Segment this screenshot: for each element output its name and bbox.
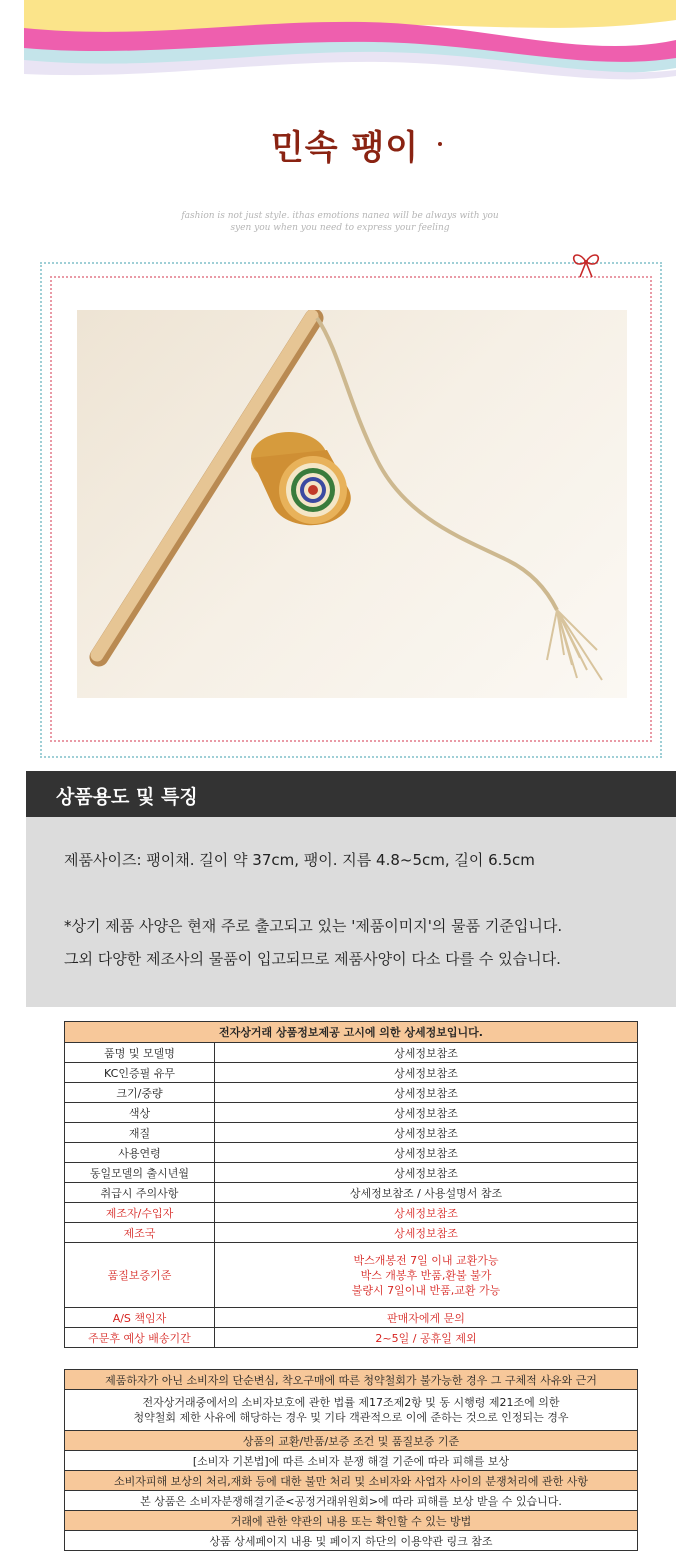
info-value: 상세정보참조 bbox=[215, 1063, 638, 1083]
info-value: 상세정보참조 bbox=[215, 1083, 638, 1103]
table-row bbox=[65, 1103, 638, 1123]
table-row bbox=[65, 1183, 638, 1203]
info-label: 제조자/수입자 bbox=[65, 1203, 215, 1223]
quality-line-1: 박스개봉전 7일 이내 교환가능 bbox=[353, 1253, 499, 1267]
note-line-2: 그외 다양한 제조사의 물품이 입고되므로 제품사양이 다소 다를 수 있습니다. bbox=[64, 950, 561, 968]
table-row bbox=[65, 1223, 638, 1243]
info-value: 상세정보참조 bbox=[215, 1223, 638, 1243]
features-heading-bar bbox=[26, 771, 676, 817]
table-row bbox=[65, 1370, 638, 1390]
notice-row-3: 상품의 교환/반품/보증 조건 및 품질보증 기준 bbox=[65, 1431, 638, 1451]
table-row bbox=[65, 1431, 638, 1451]
table-row bbox=[65, 1123, 638, 1143]
info-label: 사용연령 bbox=[65, 1143, 215, 1163]
product-info-table bbox=[64, 1021, 638, 1348]
as-label: A/S 책임자 bbox=[65, 1308, 215, 1328]
table-row bbox=[65, 1203, 638, 1223]
info-value: 상세정보참조 bbox=[215, 1123, 638, 1143]
note-line-1: *상기 제품 사양은 현재 주로 출고되고 있는 '제품이미지'의 물품 기준입니다. bbox=[64, 917, 563, 935]
as-value: 판매자에게 문의 bbox=[215, 1308, 638, 1328]
table-row bbox=[65, 1063, 638, 1083]
table-row bbox=[65, 1083, 638, 1103]
refund-notice-table bbox=[64, 1369, 638, 1551]
title-dot bbox=[438, 142, 442, 146]
info-value: 상세정보참조 / 사용설명서 참조 bbox=[215, 1183, 638, 1203]
info-label: 취급시 주의사항 bbox=[65, 1183, 215, 1203]
notice-row-2-line-1: 전자상거래중에서의 소비자보호에 관한 법률 제17조제2항 및 동 시행령 제21조에 의한 bbox=[142, 1396, 560, 1409]
table-row bbox=[65, 1022, 638, 1043]
table-row bbox=[65, 1143, 638, 1163]
table-row bbox=[65, 1043, 638, 1063]
slogan bbox=[150, 210, 530, 234]
table-row bbox=[65, 1390, 638, 1431]
quality-label: 품질보증기준 bbox=[65, 1243, 215, 1308]
delivery-label: 주문후 예상 배송기간 bbox=[65, 1328, 215, 1348]
table-row bbox=[65, 1451, 638, 1471]
info-label: 제조국 bbox=[65, 1223, 215, 1243]
page-title: 민속 팽이 bbox=[270, 128, 420, 168]
slogan-line-2: syen you when you need to express your feeling bbox=[230, 223, 450, 233]
delivery-value: 2~5일 / 공휴일 제외 bbox=[215, 1328, 638, 1348]
quality-line-3: 불량시 7일이내 반품,교환 가능 bbox=[351, 1283, 501, 1297]
table-row bbox=[65, 1491, 638, 1511]
top-and-whip-image bbox=[77, 310, 627, 698]
notice-row-1: 제품하자가 아닌 소비자의 단순변심, 착오구매에 따른 청약철회가 불가능한 경우 그 구체적 사유와 근거 bbox=[65, 1370, 638, 1390]
wave-banner bbox=[24, 0, 676, 85]
features-body bbox=[26, 817, 676, 1007]
features-heading: 상품용도 및 특징 bbox=[56, 786, 198, 808]
info-label: 동일모델의 출시년월 bbox=[65, 1163, 215, 1183]
info-value: 상세정보참조 bbox=[215, 1043, 638, 1063]
info-label: 크기/중량 bbox=[65, 1083, 215, 1103]
notice-row-6: 본 상품은 소비자분쟁해결기준<공정거래위원회>에 따라 피해를 보상 받을 수 있습니다. bbox=[65, 1491, 638, 1511]
quality-value bbox=[215, 1243, 638, 1308]
info-value: 상세정보참조 bbox=[215, 1203, 638, 1223]
info-table-header: 전자상거래 상품정보제공 고시에 의한 상세정보입니다. bbox=[65, 1022, 638, 1043]
slogan-line-1: fashion is not just style. ithas emotions nanea will be always with you bbox=[181, 211, 499, 221]
table-row bbox=[65, 1531, 638, 1551]
notice-row-5: 소비자피해 보상의 처리,재화 등에 대한 불만 처리 및 소비자와 사업자 사이의 분쟁처리에 관한 사항 bbox=[65, 1471, 638, 1491]
notice-row-8: 상품 상세페이지 내용 및 페이지 하단의 이용약관 링크 참조 bbox=[65, 1531, 638, 1551]
notice-row-2-line-2: 청약철회 제한 사유에 해당하는 경우 및 기타 객관적으로 이에 준하는 것으로 인정되는 경우 bbox=[133, 1411, 569, 1424]
ribbon-bow-icon bbox=[570, 250, 602, 280]
table-row bbox=[65, 1471, 638, 1491]
notice-row-4: [소비자 기본법]에 따른 소비자 분쟁 해결 기준에 따라 피해를 보상 bbox=[65, 1451, 638, 1471]
table-row bbox=[65, 1511, 638, 1531]
info-label: KC인증필 유무 bbox=[65, 1063, 215, 1083]
info-value: 상세정보참조 bbox=[215, 1103, 638, 1123]
size-line: 제품사이즈: 팽이채. 길이 약 37cm, 팽이. 지름 4.8~5cm, 길이 6.5cm bbox=[64, 851, 535, 869]
info-label: 색상 bbox=[65, 1103, 215, 1123]
info-label: 재질 bbox=[65, 1123, 215, 1143]
info-label: 품명 및 모델명 bbox=[65, 1043, 215, 1063]
quality-line-2: 박스 개봉후 반품,환불 불가 bbox=[360, 1268, 492, 1282]
product-photo bbox=[77, 310, 627, 698]
table-row bbox=[65, 1163, 638, 1183]
table-row bbox=[65, 1308, 638, 1328]
info-value: 상세정보참조 bbox=[215, 1143, 638, 1163]
info-value: 상세정보참조 bbox=[215, 1163, 638, 1183]
table-row bbox=[65, 1243, 638, 1308]
table-row bbox=[65, 1328, 638, 1348]
notice-row-7: 거래에 관한 약관의 내용 또는 확인할 수 있는 방법 bbox=[65, 1511, 638, 1531]
notice-row-2 bbox=[65, 1390, 638, 1431]
